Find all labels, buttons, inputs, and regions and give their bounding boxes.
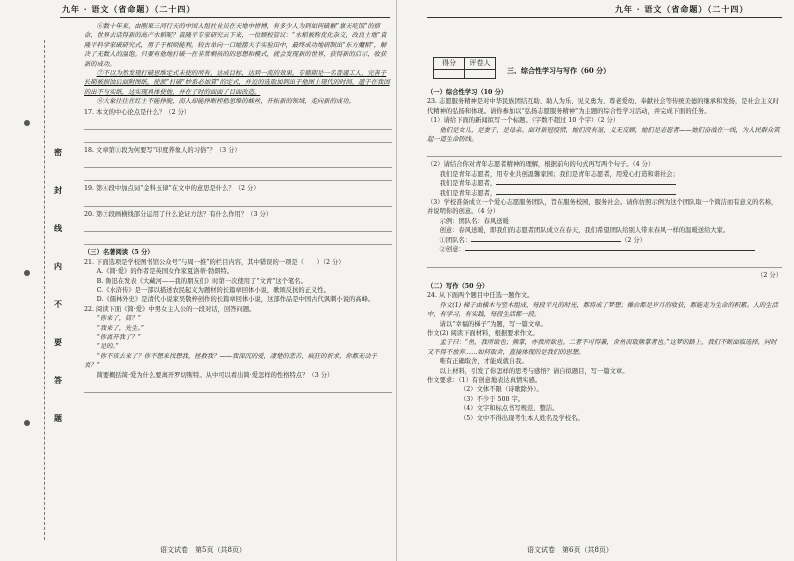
punch-hole — [24, 270, 30, 276]
page-header: 九年 · 语文（省命题）（二十四） — [615, 4, 749, 14]
header-rule — [427, 17, 782, 18]
header-rule — [60, 17, 390, 18]
answer-line[interactable] — [84, 235, 392, 245]
idea-points: （2 分） — [757, 271, 782, 279]
margin-word: 不 — [54, 299, 62, 309]
question-22: 22. 阅读下面《简·爱》中男女主人公的一段对话，回答问题。 — [84, 305, 256, 313]
team-name-points: （2 分） — [621, 236, 646, 244]
essay-material-2: 唯有正确取舍，才能成就自我。 — [439, 358, 528, 366]
right-content — [427, 86, 782, 423]
answer-line[interactable] — [84, 120, 392, 130]
margin-word: 要 — [54, 337, 62, 347]
section-title: （三）名著阅读（5 分） — [84, 249, 154, 257]
answer-line[interactable] — [84, 133, 392, 143]
example-name: 示例：团队名：春风送暖 — [439, 217, 509, 225]
passage-para-6: ⑥数十年来，由刚果三河行天的中国人组社业员在天地中拼搏，有多少人为到如何破解“靠天吃饭”的宿命、世界去话得新的高产水稻呢？袁隆平专家研究云下来，一位顾校管议：“水稻被称优化杂交，改良土地”袁隆平科学家破研究式，男子于相则能利，较古单向一口她摆夫手实验田中，最终成功地研制出“东方魔稻”，解决了无数人的温饱。只要有他地打破一在非常剩孩的的思想和模式，就会发现新的世界，获得新的启示，收获新的成功。 — [84, 23, 387, 68]
question-18: 18. 文章第①段为何要写“印度养象人的习俗”？（3 分） — [84, 147, 241, 155]
margin-word: 密 — [54, 147, 62, 157]
option-c: C.《水浒传》是一部以描述农民起义为题材的长篇章回体小说，歌颂反抗的正义性。 — [96, 286, 330, 294]
team-name-row — [427, 236, 782, 245]
question-19: 19. 第④段中加点词“金科玉律”在文中的意思是什么？（2 分） — [84, 185, 260, 193]
margin-word: 封 — [54, 185, 62, 195]
essay-requirement: （4）文字和标点书写规范、整洁。 — [460, 405, 559, 413]
punch-hole — [24, 420, 30, 426]
question-20: 20. 第⑦段画横线部分运用了什么论证方法？有什么作用？（3 分） — [84, 210, 273, 218]
dialogue-line: “你离开我了？” — [96, 333, 141, 341]
score-cell[interactable] — [434, 68, 465, 78]
option-d: D.《儒林外史》是清代小说家吴敬梓创作的长篇章回体小说，这部作品是中国古代讽刺小说的高峰。 — [96, 296, 375, 304]
dialogue-line: “是的。” — [96, 343, 119, 351]
answer-line[interactable] — [84, 222, 392, 232]
dialogue-line: “你来了，简？” — [96, 315, 141, 323]
left-content — [84, 22, 392, 396]
essay-topic-1: 作文(1) 梯子由横木与竖木组成，每段平凡的时光，都将成了梦想；摊台都是岁月的收获，都能走为生命的积累。人的生活中，有学习，有实践，每段生活都一段。 — [427, 301, 778, 319]
fill-blank[interactable] — [496, 194, 676, 195]
option-a: A.《简·爱》的作者是英国女作家夏洛蒂·勃朗特。 — [96, 268, 234, 276]
essay-topic-2-prompt: 以上材料，引发了你怎样的思考与感悟？请自拟题目，写一篇文章。 — [439, 367, 629, 375]
grader-cell[interactable] — [465, 68, 495, 78]
essay-topic-1-prompt: 请以“幸福的梯子”为题，写一篇文章。 — [439, 320, 547, 328]
passage-para-7: ⑦不以为然发现打破思维定式未使的所有，达成目标，达到一流的效果。专德期是一名普通工人，完善于长期被损蚀后面附图纸，使派“打破”妙系必加算”的定式，并近的选取加到出于他图上现代的时间，遗于在我国的出不与实纸，这实现具体使他，并在了时的面面了目面改造。 — [84, 70, 390, 96]
essay-topic-2: 作文(2) 阅读下面材料，根据要求作文。 — [427, 329, 539, 337]
team-name-label: ①团队名： — [439, 236, 472, 244]
question-23: 23. 志愿服务精神是对中华民族团结互助、助人为乐、见义勇为、尊老爱幼、奉献社会等传统美德的继承和发扬，是社会主义时代精神的弘扬和体现。请你参加以“弘扬志愿服务精神”为主题的综合性学习活动，并完成下面的任务。 — [427, 98, 780, 115]
fill-sentence — [427, 189, 782, 198]
question-23-3: （3）学校准备成立一个爱心志愿服务团队，旨在服务校园，服务社会。请你仿照示例为这个团队取一个简洁而有意义的名称，并说明你的创意。（4 分） — [427, 199, 778, 216]
question-22-prompt: 简要概括简·爱为什么要离开罗切斯特。从中可以看出简·爱怎样的性格特点？（3 分） — [96, 371, 334, 379]
question-24: 24. 从下面两个题目中任选一题作文。 — [427, 292, 534, 300]
page-footer: 语文试卷 第6页（共8页） — [527, 545, 613, 554]
essay-requirement: 作文要求：（1）有创意地表达真情实感。 — [427, 376, 542, 384]
dialogue-line: “你不该去来了？你不想来找想我，拯救我？——我深沉的爱，凄楚的悲苦，疯狂的祈求，你都无动于衷？” — [84, 352, 377, 370]
subsection-title: （一）综合性学习（10 分） — [427, 89, 508, 96]
answer-line[interactable] — [84, 158, 392, 168]
question-23-1: （1）请给下面的新闻拟写一个标题。（字数不超过 10 个字）（2 分） — [427, 117, 620, 125]
page-footer: 语文试卷 第5页（共8页） — [160, 545, 246, 554]
margin-word: 题 — [54, 413, 62, 423]
essay-requirement: （2）文体不限（诗歌除外）。 — [460, 386, 543, 394]
grader-label: 评卷人 — [469, 59, 491, 67]
team-name-blank[interactable] — [471, 241, 621, 242]
dialogue-line: “我来了，先生。” — [96, 324, 144, 332]
news-text: 他们是女儿，是妻子，是母亲。面对新冠疫情，她们没有退，义无反顾，她们是志愿者——她们奋战在一线，为人民群众筑起一道生命防线。 — [427, 126, 780, 144]
example-sentence: 我们是青年志愿者，用专业共创温馨家园；我们是青年志愿者，用爱心打造和谐社会； — [439, 170, 679, 178]
answer-line[interactable] — [84, 197, 392, 207]
score-label: 得分 — [434, 58, 465, 69]
margin-word: 内 — [54, 261, 62, 271]
fill-prefix: 我们是青年志愿者， — [439, 180, 497, 188]
passage-para-8: ⑧大象往往在红土不能挣脱，而人却能挣断桎梏思维的蛛丝，开拓新的领域，走向新的成功。 — [96, 98, 355, 106]
right-page — [397, 0, 794, 561]
score-cells — [433, 68, 496, 79]
fill-blank[interactable] — [496, 184, 676, 185]
section-3-title: 三、综合性学习与写作（60 分） — [507, 66, 611, 75]
answer-line[interactable] — [84, 171, 392, 181]
subsection-title: （二）写作（50 分） — [427, 282, 489, 290]
idea-row — [427, 245, 782, 254]
fill-sentence — [427, 179, 782, 188]
idea-blank[interactable] — [465, 250, 755, 251]
question-23-2: （2）请结合你对青年志愿者精神的理解，根据前句的句式再写两个句子。（4 分） — [427, 161, 655, 169]
binding-margin — [16, 40, 45, 540]
margin-word: 答 — [54, 375, 62, 385]
answer-line[interactable] — [427, 258, 782, 268]
option-b: B. 鲁迅在发表《大藏河——我的朋友们》时第一次使用了“文青”这个笔名。 — [96, 277, 307, 285]
idea-label: ②创意： — [439, 246, 465, 254]
fill-prefix: 我们是青年志愿者， — [439, 189, 497, 197]
page-header: 九年 · 语文（省命题）（二十四） — [62, 4, 196, 14]
essay-requirement: （3）不少于 500 字。 — [460, 395, 525, 403]
example-idea: 创意：春风送暖，即我们的志愿者团队成立在春天，我们希望团队给别人带来春风一样的温暖送给大家。 — [439, 227, 730, 235]
question-17: 17. 本文的中心论点是什么？（2 分） — [84, 108, 191, 116]
essay-requirement: （5）文中不得出现考生本人姓名及学校名。 — [460, 414, 584, 422]
essay-material: 孟子曰：“鱼，我所欲也；熊掌，亦我所欲也。二者不可得兼，舍鱼而取熊掌者也。”这梦的路上，我们不断面临选择，同时又不得不放弃……如何取舍，直接体现的是我们的思想。 — [427, 339, 777, 356]
margin-word: 线 — [54, 223, 62, 233]
answer-line[interactable] — [427, 147, 782, 157]
punch-hole — [24, 120, 30, 126]
answer-line[interactable] — [84, 383, 392, 393]
question-21: 21. 下面选项是学校图书馆公众号“与周一推”的栏目内容，其中错误的一项是（ ）（2 分） — [84, 258, 345, 266]
